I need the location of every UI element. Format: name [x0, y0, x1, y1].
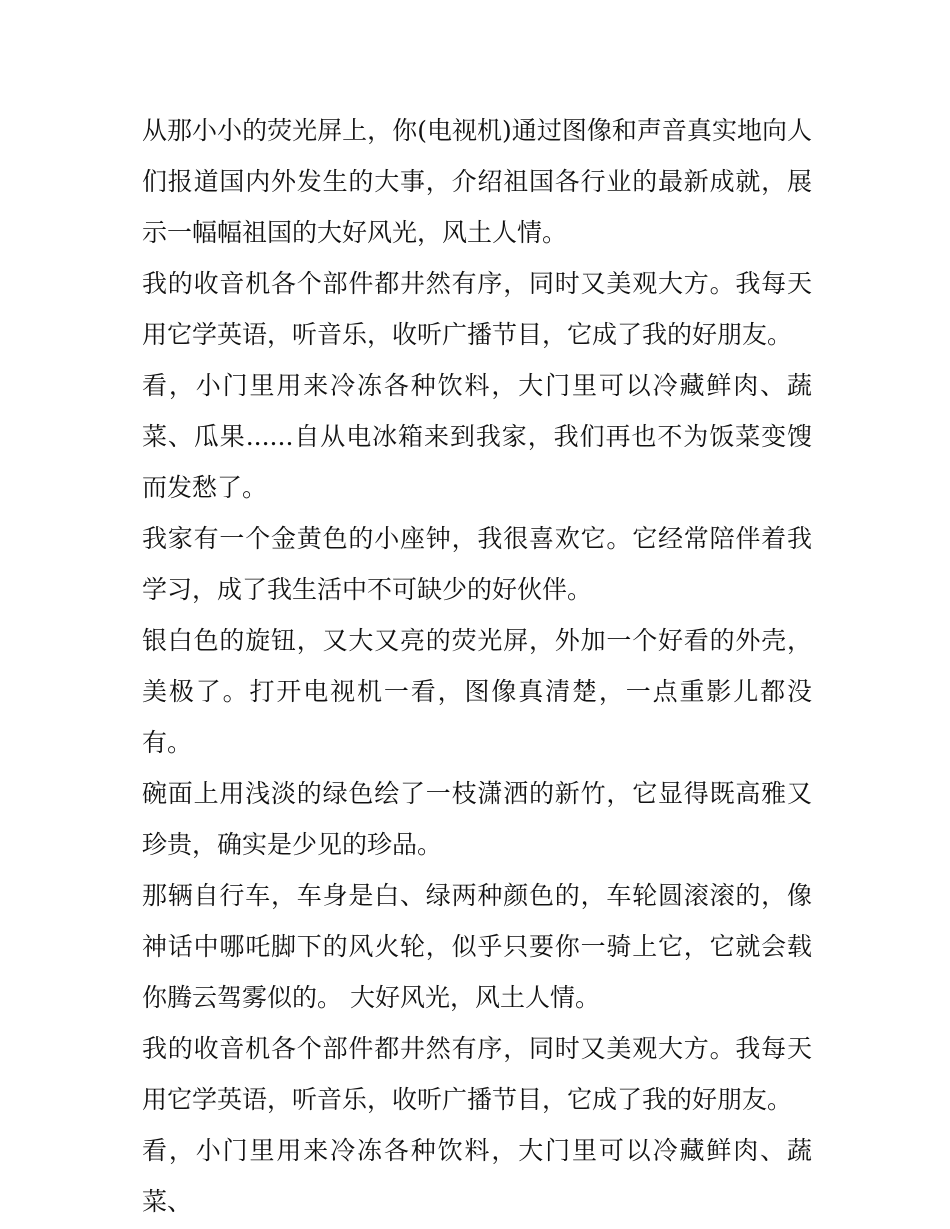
paragraph-radio-repeat: 我的收音机各个部件都井然有序，同时又美观大方。我每天用它学英语，听音乐，收听广播节目，它成了我的好朋友。: [142, 1034, 812, 1114]
paragraph-tv-report: 从那小小的荧光屏上，你(电视机)通过图像和声音真实地向人们报道国内外发生的大事，介绍祖国各行业的最新成就，展示一幅幅祖国的大好风光，风土人情。: [142, 116, 812, 247]
paragraph-fridge-repeat: 看，小门里用来冷冻各种饮料，大门里可以冷藏鲜肉、蔬菜、: [142, 1136, 812, 1216]
paragraph-bicycle: 那辆自行车，车身是白、绿两种颜色的，车轮圆滚滚的，像神话中哪吒脚下的风火轮，似乎只要你一骑上它，它就会载你腾云驾雾似的。 大好风光，风土人情。: [142, 881, 812, 1012]
document-body: [142, 105, 812, 1227]
paragraph-clock: 我家有一个金黄色的小座钟，我很喜欢它。它经常陪伴着我学习，成了我生活中不可缺少的好伙伴。: [142, 524, 812, 604]
paragraph-tv-look: 银白色的旋钮，又大又亮的荧光屏，外加一个好看的外壳，美极了。打开电视机一看，图像真清楚，一点重影儿都没有。: [142, 626, 812, 757]
paragraph-radio: 我的收音机各个部件都井然有序，同时又美观大方。我每天用它学英语，听音乐，收听广播节目，它成了我的好朋友。: [142, 269, 812, 349]
paragraph-fridge: 看，小门里用来冷冻各种饮料，大门里可以冷藏鲜肉、蔬菜、瓜果......自从电冰箱来到我家，我们再也不为饭菜变馊而发愁了。: [142, 371, 812, 502]
paragraph-bowl: 碗面上用浅淡的绿色绘了一枝潇洒的新竹，它显得既高雅又珍贵，确实是少见的珍品。: [142, 779, 812, 859]
